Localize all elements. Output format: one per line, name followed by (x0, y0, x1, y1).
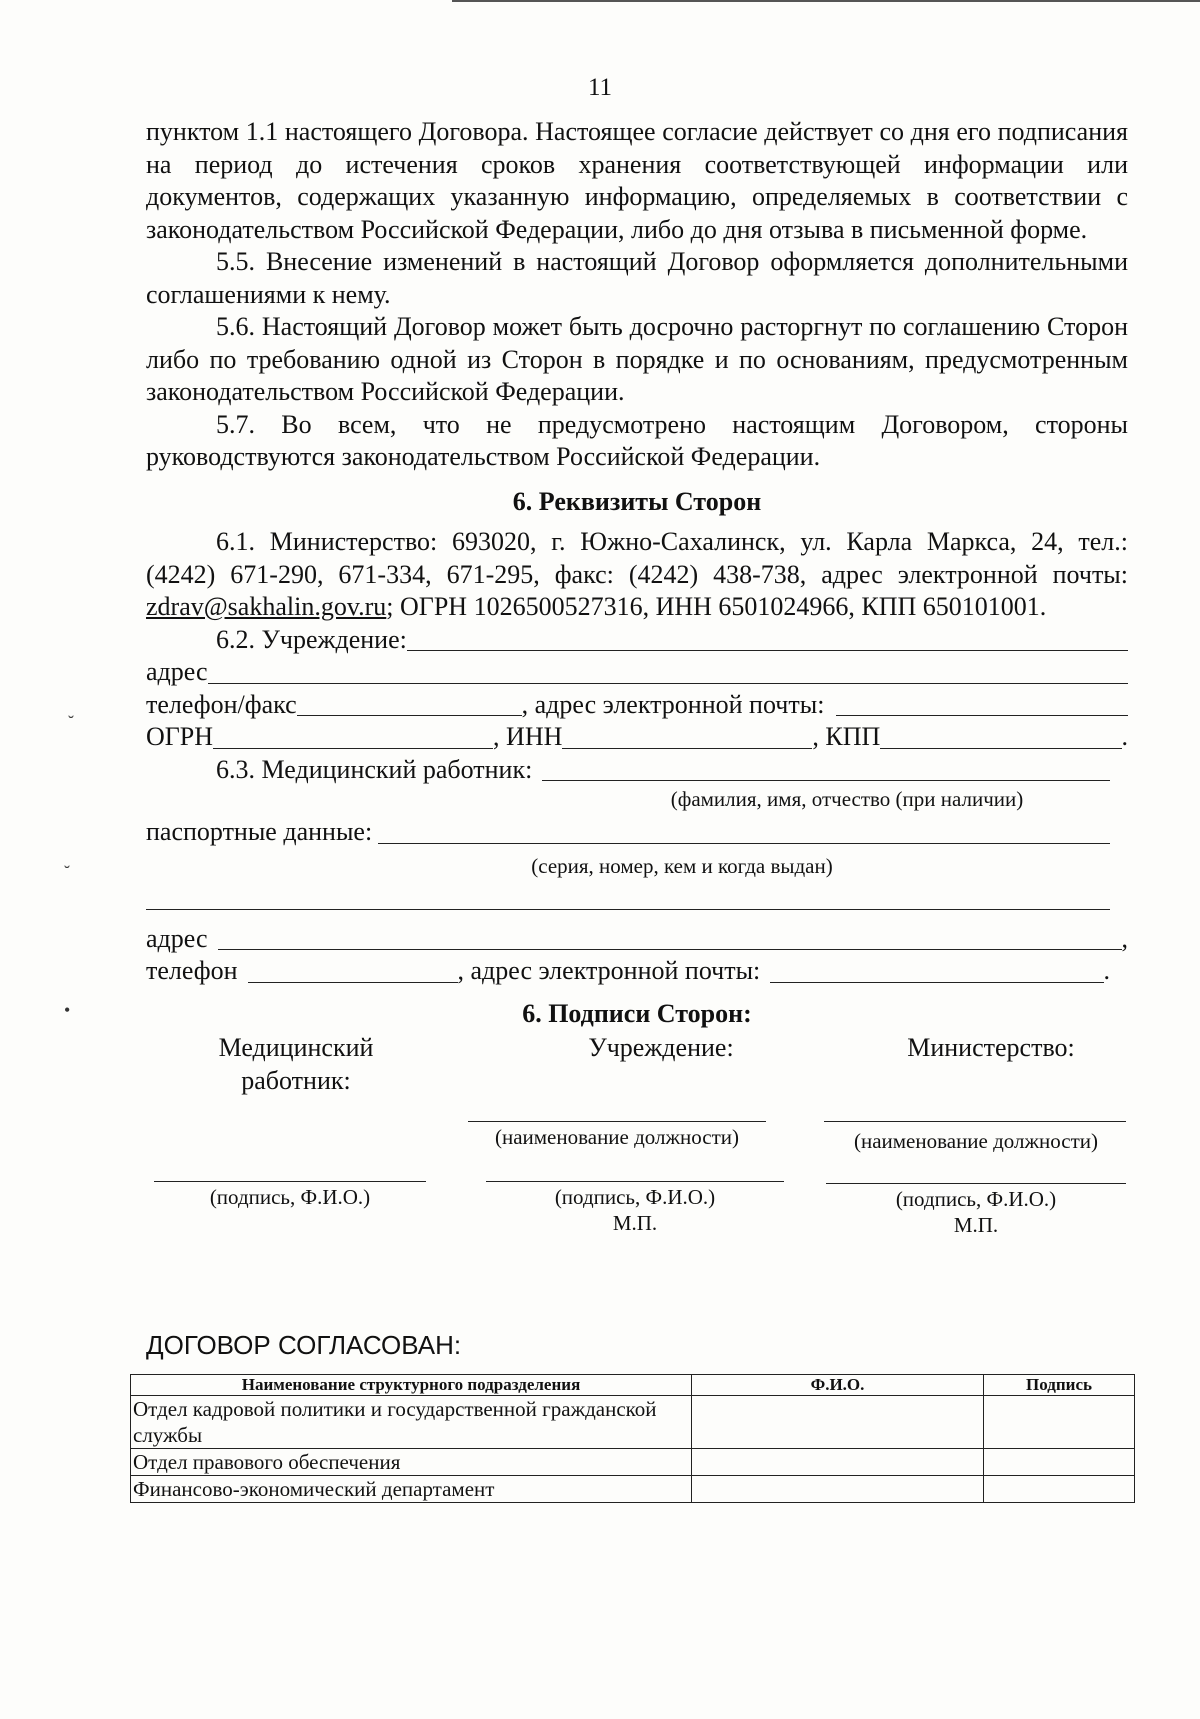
ogrn-label: ОГРН (146, 722, 214, 751)
column-header: Наименование структурного подразделения (131, 1375, 692, 1396)
fio-cell[interactable] (692, 1449, 984, 1476)
signatures-block (146, 1032, 1128, 1237)
medical-worker-signature-line[interactable] (154, 1180, 426, 1182)
sig-institution-title: Учреждение: (588, 1033, 734, 1062)
section-6-title: 6. Реквизиты Сторон (512, 486, 762, 516)
kpp-label: , КПП (812, 722, 881, 751)
department-cell: Отдел кадровой политики и государственной гражданской службы (131, 1396, 692, 1449)
paragraph-5-7: 5.7. Во всем, что не предусмотрено настоящим Договором, стороны руководствуются законодательством Российской Федерации. (146, 409, 1128, 471)
medical-worker-line (146, 754, 1128, 787)
document-body (146, 116, 1128, 1237)
department-cell: Отдел правового обеспечения (131, 1449, 692, 1476)
top-rule (452, 0, 1200, 2)
institution-address-field[interactable] (208, 682, 1129, 684)
ministry-registration: ; ОГРН 1026500527316, ИНН 6501024966, КПП 650101001. (386, 592, 1047, 621)
worker-phone-line (146, 955, 1128, 988)
ministry-signature-line[interactable] (826, 1182, 1126, 1184)
passport-caption: (серия, номер, кем и когда выдан) (531, 853, 833, 878)
signature-cell[interactable] (984, 1476, 1135, 1503)
email-link[interactable]: zdrav@sakhalin.gov.ru (146, 592, 387, 621)
ministry-position-line[interactable] (824, 1120, 1126, 1122)
institution-email-field[interactable] (836, 714, 1128, 716)
worker-address-label: адрес (146, 923, 208, 953)
worker-phone-field[interactable] (248, 981, 458, 983)
phone-fax-label: телефон/факс (146, 689, 297, 719)
margin-mark: • (64, 1000, 71, 1020)
worker-address-line (146, 923, 1128, 956)
institution-signature-line[interactable] (486, 1180, 784, 1182)
paragraph-5-6: 5.6. Настоящий Договор может быть досрочно расторгнут по соглашению Сторон либо по требованию одной из Сторон в порядке и по основаниям, предусмотренным законодательством Российской Федерации. (146, 312, 1128, 406)
email-label: , адрес электронной почты: (521, 689, 825, 719)
paragraph-continuation: пунктом 1.1 настоящего Договора. Настоящее согласие действует со дня его подписания на период до истечения сроков хранения соответствующей информации или документов, содержащих указанную информацию, определяемых в соответствии с законодательством Российской Федерации, либо до дня отзыва в письменной форме. (146, 117, 1128, 244)
page-number: 11 (587, 74, 613, 101)
ogrn-field[interactable] (213, 747, 493, 749)
margin-mark: ˘ (64, 862, 70, 882)
institution-position-line[interactable] (468, 1120, 766, 1122)
institution-field[interactable] (407, 649, 1128, 651)
institution-address-line (146, 656, 1128, 689)
period: . (1103, 956, 1110, 985)
fio-cell[interactable] (692, 1396, 984, 1449)
margin-mark: ˘ (68, 712, 74, 732)
kpp-field[interactable] (880, 747, 1121, 749)
ministry-details: 6.1. Министерство: 693020, г. Южно-Сахалинск, ул. Карла Маркса, 24, тел.: (4242) 671-290, 671-334, 671-295, факс: (4242) 438-738, адрес электронной почты: (146, 527, 1128, 589)
passport-extra-field[interactable] (146, 908, 1110, 910)
passport-label: паспортные данные: (146, 817, 373, 846)
inn-label: , ИНН (493, 722, 563, 751)
signature-cell[interactable] (984, 1449, 1135, 1476)
institution-stamp: М.П. (612, 1211, 658, 1235)
fio-caption: (фамилия, имя, отчество (при наличии) (670, 787, 1024, 811)
agreed-title: ДОГОВОР СОГЛАСОВАН: (146, 1330, 462, 1360)
column-header: Ф.И.О. (692, 1375, 984, 1396)
table-row (131, 1449, 1135, 1476)
paragraph-5-5: 5.5. Внесение изменений в настоящий Договор оформляется дополнительными соглашениями к нему. (146, 247, 1128, 309)
table-row (131, 1396, 1135, 1449)
passport-field[interactable] (378, 842, 1110, 844)
medical-worker-label: 6.3. Медицинский работник: (216, 754, 533, 784)
worker-email-label: , адрес электронной почты: (457, 956, 761, 985)
signature-cell[interactable] (984, 1396, 1135, 1449)
period: . (1121, 722, 1128, 751)
address-label: адрес (146, 657, 208, 686)
table-header-row (131, 1375, 1135, 1396)
comma: , (1121, 923, 1128, 953)
worker-email-field[interactable] (770, 981, 1103, 983)
inn-field[interactable] (562, 747, 812, 749)
institution-line (146, 624, 1128, 657)
phone-fax-line (146, 689, 1128, 722)
institution-label: 6.2. Учреждение: (216, 624, 407, 654)
passport-extra-line (146, 879, 1128, 915)
ministry-stamp: М.П. (953, 1213, 999, 1237)
institution-signature-caption: (подпись, Ф.И.О.) (554, 1185, 716, 1209)
signatures-title: 6. Подписи Сторон: (522, 998, 752, 1028)
ogrn-inn-kpp-line (146, 721, 1128, 754)
institution-position-caption: (наименование должности) (494, 1125, 740, 1149)
fio-cell[interactable] (692, 1476, 984, 1503)
sig-ministry-title: Министерство: (907, 1033, 1075, 1062)
medical-worker-signature-caption: (подпись, Ф.И.О.) (209, 1185, 371, 1209)
paragraph-6-1 (146, 526, 1128, 624)
table-row (131, 1476, 1135, 1503)
approval-table (130, 1374, 1135, 1503)
ministry-position-caption: (наименование должности) (853, 1129, 1099, 1153)
worker-address-field[interactable] (218, 948, 1122, 950)
ministry-signature-caption: (подпись, Ф.И.О.) (895, 1187, 1057, 1211)
worker-phone-label: телефон (146, 956, 238, 985)
department-cell: Финансово-экономический департамент (131, 1476, 692, 1503)
column-header: Подпись (984, 1375, 1135, 1396)
sig-medical-worker-title: Медицинский работник: (218, 1033, 374, 1095)
passport-line (146, 816, 1128, 849)
phone-fax-field[interactable] (297, 714, 522, 716)
medical-worker-field[interactable] (542, 779, 1110, 781)
